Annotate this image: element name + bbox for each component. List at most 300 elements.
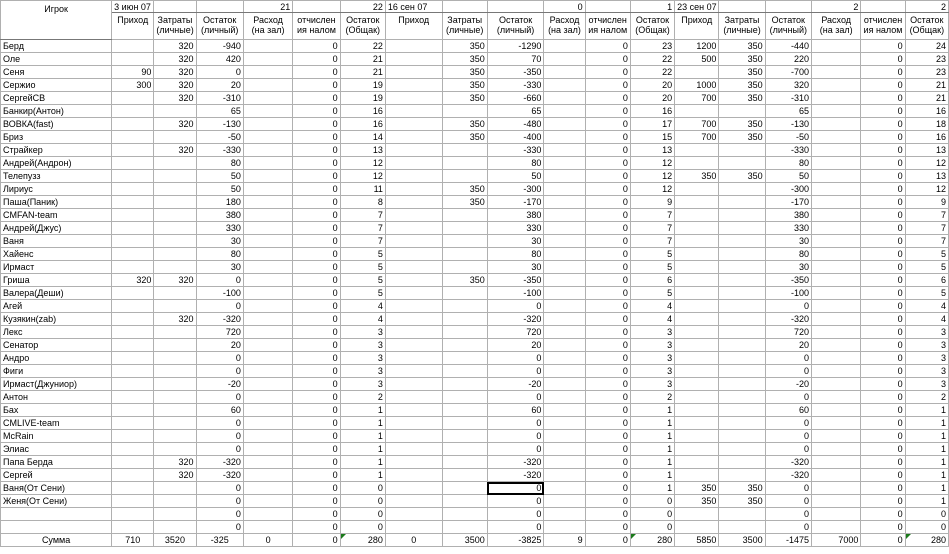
- value-cell[interactable]: 50: [765, 170, 811, 183]
- value-cell[interactable]: 18: [905, 118, 948, 131]
- value-cell[interactable]: [243, 131, 292, 144]
- value-cell[interactable]: 4: [630, 300, 674, 313]
- value-cell[interactable]: 0: [861, 105, 905, 118]
- subheader-cell[interactable]: Остаток (Общак): [340, 13, 385, 40]
- subheader-cell[interactable]: Приход: [385, 13, 442, 40]
- value-cell[interactable]: 7: [340, 222, 385, 235]
- value-cell[interactable]: 20: [196, 339, 243, 352]
- value-cell[interactable]: 330: [196, 222, 243, 235]
- value-cell[interactable]: [243, 287, 292, 300]
- value-cell[interactable]: [675, 339, 719, 352]
- value-cell[interactable]: [385, 105, 442, 118]
- value-cell[interactable]: 4: [905, 300, 948, 313]
- subheader-cell[interactable]: Расход (на зал): [544, 13, 585, 40]
- value-cell[interactable]: [243, 53, 292, 66]
- value-cell[interactable]: [112, 196, 154, 209]
- value-cell[interactable]: 20: [630, 92, 674, 105]
- value-cell[interactable]: 0: [585, 196, 630, 209]
- value-cell[interactable]: [544, 170, 585, 183]
- player-name-cell[interactable]: Ирмаст(Джуниор): [1, 378, 112, 391]
- value-cell[interactable]: 1: [630, 443, 674, 456]
- value-cell[interactable]: 0: [861, 391, 905, 404]
- value-cell[interactable]: 350: [675, 482, 719, 495]
- value-cell[interactable]: 5: [905, 261, 948, 274]
- group-date[interactable]: 16 сен 07: [385, 1, 442, 13]
- value-cell[interactable]: [675, 144, 719, 157]
- value-cell[interactable]: [385, 482, 442, 495]
- value-cell[interactable]: 0: [487, 365, 544, 378]
- value-cell[interactable]: 21: [905, 79, 948, 92]
- value-cell[interactable]: -320: [196, 313, 243, 326]
- value-cell[interactable]: [154, 196, 196, 209]
- value-cell[interactable]: -130: [196, 118, 243, 131]
- value-cell[interactable]: [544, 521, 585, 534]
- value-cell[interactable]: -350: [487, 66, 544, 79]
- value-cell[interactable]: [243, 274, 292, 287]
- value-cell[interactable]: [544, 183, 585, 196]
- value-cell[interactable]: [243, 456, 292, 469]
- value-cell[interactable]: [385, 508, 442, 521]
- value-cell[interactable]: 3: [905, 365, 948, 378]
- value-cell[interactable]: -330: [765, 144, 811, 157]
- value-cell[interactable]: [442, 404, 487, 417]
- value-cell[interactable]: 0: [861, 365, 905, 378]
- value-cell[interactable]: 0: [585, 521, 630, 534]
- value-cell[interactable]: [243, 118, 292, 131]
- value-cell[interactable]: [811, 274, 860, 287]
- value-cell[interactable]: [544, 157, 585, 170]
- value-cell[interactable]: 0: [861, 118, 905, 131]
- value-cell[interactable]: 13: [340, 144, 385, 157]
- value-cell[interactable]: [719, 287, 765, 300]
- value-cell[interactable]: 0: [293, 443, 340, 456]
- value-cell[interactable]: 0: [905, 508, 948, 521]
- value-cell[interactable]: 0: [765, 352, 811, 365]
- value-cell[interactable]: 12: [905, 183, 948, 196]
- subheader-cell[interactable]: Остаток (личный): [487, 13, 544, 40]
- value-cell[interactable]: [544, 248, 585, 261]
- sum-cell[interactable]: 3500: [442, 534, 487, 547]
- value-cell[interactable]: 0: [293, 339, 340, 352]
- value-cell[interactable]: 0: [861, 222, 905, 235]
- value-cell[interactable]: [112, 482, 154, 495]
- value-cell[interactable]: -1290: [487, 40, 544, 53]
- value-cell[interactable]: [544, 482, 585, 495]
- value-cell[interactable]: [811, 248, 860, 261]
- player-name-cell[interactable]: Агей: [1, 300, 112, 313]
- player-name-cell[interactable]: [1, 508, 112, 521]
- value-cell[interactable]: [112, 92, 154, 105]
- value-cell[interactable]: [112, 391, 154, 404]
- value-cell[interactable]: 0: [861, 482, 905, 495]
- value-cell[interactable]: 1: [340, 404, 385, 417]
- value-cell[interactable]: 3: [905, 326, 948, 339]
- value-cell[interactable]: 350: [675, 170, 719, 183]
- value-cell[interactable]: 22: [630, 53, 674, 66]
- value-cell[interactable]: [811, 157, 860, 170]
- value-cell[interactable]: 0: [293, 430, 340, 443]
- value-cell[interactable]: [112, 313, 154, 326]
- value-cell[interactable]: 2: [340, 391, 385, 404]
- value-cell[interactable]: 0: [861, 495, 905, 508]
- value-cell[interactable]: 320: [154, 469, 196, 482]
- value-cell[interactable]: [154, 339, 196, 352]
- value-cell[interactable]: [811, 482, 860, 495]
- value-cell[interactable]: [442, 365, 487, 378]
- player-name-cell[interactable]: Лекс: [1, 326, 112, 339]
- group-ostatok-top[interactable]: 2: [905, 1, 948, 13]
- value-cell[interactable]: 350: [442, 40, 487, 53]
- value-cell[interactable]: 320: [154, 79, 196, 92]
- value-cell[interactable]: -660: [487, 92, 544, 105]
- value-cell[interactable]: 350: [442, 274, 487, 287]
- value-cell[interactable]: [112, 131, 154, 144]
- value-cell[interactable]: [719, 378, 765, 391]
- player-name-cell[interactable]: Оле: [1, 53, 112, 66]
- value-cell[interactable]: 1000: [675, 79, 719, 92]
- value-cell[interactable]: [112, 365, 154, 378]
- value-cell[interactable]: -170: [765, 196, 811, 209]
- player-name-cell[interactable]: Женя(От Сени): [1, 495, 112, 508]
- group-date[interactable]: 23 сен 07: [675, 1, 719, 13]
- value-cell[interactable]: [385, 287, 442, 300]
- player-name-cell[interactable]: Антон: [1, 391, 112, 404]
- value-cell[interactable]: 11: [340, 183, 385, 196]
- value-cell[interactable]: [385, 495, 442, 508]
- value-cell[interactable]: -320: [196, 469, 243, 482]
- value-cell[interactable]: [544, 105, 585, 118]
- value-cell[interactable]: 12: [630, 170, 674, 183]
- value-cell[interactable]: [112, 105, 154, 118]
- value-cell[interactable]: 0: [196, 391, 243, 404]
- value-cell[interactable]: [442, 443, 487, 456]
- subheader-cell[interactable]: Приход: [112, 13, 154, 40]
- value-cell[interactable]: 0: [585, 365, 630, 378]
- value-cell[interactable]: [811, 339, 860, 352]
- player-name-cell[interactable]: Лириус: [1, 183, 112, 196]
- value-cell[interactable]: 16: [340, 105, 385, 118]
- value-cell[interactable]: 0: [585, 248, 630, 261]
- value-cell[interactable]: [243, 183, 292, 196]
- value-cell[interactable]: [675, 508, 719, 521]
- value-cell[interactable]: [675, 313, 719, 326]
- value-cell[interactable]: 5: [630, 261, 674, 274]
- value-cell[interactable]: 320: [154, 66, 196, 79]
- value-cell[interactable]: [811, 40, 860, 53]
- value-cell[interactable]: 20: [196, 79, 243, 92]
- value-cell[interactable]: 350: [719, 482, 765, 495]
- value-cell[interactable]: [112, 261, 154, 274]
- value-cell[interactable]: 0: [487, 352, 544, 365]
- value-cell[interactable]: 2: [630, 391, 674, 404]
- value-cell[interactable]: [811, 183, 860, 196]
- value-cell[interactable]: [112, 248, 154, 261]
- value-cell[interactable]: [675, 300, 719, 313]
- value-cell[interactable]: -330: [196, 144, 243, 157]
- sum-cell[interactable]: -325: [196, 534, 243, 547]
- value-cell[interactable]: 0: [585, 53, 630, 66]
- value-cell[interactable]: [544, 404, 585, 417]
- value-cell[interactable]: 0: [585, 326, 630, 339]
- value-cell[interactable]: 1: [905, 456, 948, 469]
- value-cell[interactable]: [112, 300, 154, 313]
- value-cell[interactable]: 380: [196, 209, 243, 222]
- sum-cell[interactable]: 5850: [675, 534, 719, 547]
- value-cell[interactable]: 320: [154, 274, 196, 287]
- value-cell[interactable]: 0: [585, 430, 630, 443]
- value-cell[interactable]: [385, 404, 442, 417]
- value-cell[interactable]: [544, 430, 585, 443]
- value-cell[interactable]: -330: [487, 144, 544, 157]
- value-cell[interactable]: 350: [442, 79, 487, 92]
- value-cell[interactable]: [675, 157, 719, 170]
- value-cell[interactable]: [243, 92, 292, 105]
- sum-cell[interactable]: 9: [544, 534, 585, 547]
- value-cell[interactable]: [112, 378, 154, 391]
- value-cell[interactable]: [719, 235, 765, 248]
- value-cell[interactable]: 0: [293, 326, 340, 339]
- sum-cell[interactable]: 0: [293, 534, 340, 547]
- value-cell[interactable]: [442, 495, 487, 508]
- value-cell[interactable]: [243, 248, 292, 261]
- value-cell[interactable]: [442, 144, 487, 157]
- value-cell[interactable]: [442, 521, 487, 534]
- player-name-cell[interactable]: Папа Берда: [1, 456, 112, 469]
- subheader-cell[interactable]: отчислен ия налом: [585, 13, 630, 40]
- value-cell[interactable]: 7: [340, 209, 385, 222]
- value-cell[interactable]: [112, 144, 154, 157]
- value-cell[interactable]: [719, 352, 765, 365]
- value-cell[interactable]: [243, 209, 292, 222]
- value-cell[interactable]: 12: [905, 157, 948, 170]
- value-cell[interactable]: [544, 365, 585, 378]
- value-cell[interactable]: [243, 378, 292, 391]
- value-cell[interactable]: -300: [765, 183, 811, 196]
- group-ostatok-top[interactable]: 22: [340, 1, 385, 13]
- value-cell[interactable]: 350: [719, 92, 765, 105]
- value-cell[interactable]: 0: [861, 378, 905, 391]
- value-cell[interactable]: 5: [340, 287, 385, 300]
- value-cell[interactable]: 0: [585, 443, 630, 456]
- value-cell[interactable]: [811, 300, 860, 313]
- value-cell[interactable]: [243, 365, 292, 378]
- value-cell[interactable]: 12: [340, 157, 385, 170]
- value-cell[interactable]: [719, 274, 765, 287]
- value-cell[interactable]: 0: [340, 495, 385, 508]
- value-cell[interactable]: [544, 209, 585, 222]
- value-cell[interactable]: 3: [630, 365, 674, 378]
- value-cell[interactable]: 3: [340, 365, 385, 378]
- value-cell[interactable]: 0: [585, 404, 630, 417]
- value-cell[interactable]: 350: [442, 131, 487, 144]
- value-cell[interactable]: [811, 92, 860, 105]
- value-cell[interactable]: 7: [905, 235, 948, 248]
- value-cell[interactable]: [675, 287, 719, 300]
- value-cell[interactable]: [385, 92, 442, 105]
- value-cell[interactable]: 720: [196, 326, 243, 339]
- value-cell[interactable]: [811, 508, 860, 521]
- player-name-cell[interactable]: ВОВКА(fast): [1, 118, 112, 131]
- value-cell[interactable]: 0: [861, 261, 905, 274]
- value-cell[interactable]: 0: [585, 79, 630, 92]
- value-cell[interactable]: -20: [765, 378, 811, 391]
- value-cell[interactable]: 0: [196, 365, 243, 378]
- player-name-cell[interactable]: Гриша: [1, 274, 112, 287]
- value-cell[interactable]: 0: [585, 105, 630, 118]
- value-cell[interactable]: 1: [630, 430, 674, 443]
- value-cell[interactable]: [154, 287, 196, 300]
- value-cell[interactable]: 0: [293, 92, 340, 105]
- value-cell[interactable]: -320: [765, 313, 811, 326]
- value-cell[interactable]: 1: [905, 469, 948, 482]
- value-cell[interactable]: 23: [630, 40, 674, 53]
- value-cell[interactable]: [385, 391, 442, 404]
- value-cell[interactable]: 0: [293, 261, 340, 274]
- value-cell[interactable]: 1: [630, 456, 674, 469]
- value-cell[interactable]: 5: [340, 261, 385, 274]
- value-cell[interactable]: [544, 469, 585, 482]
- value-cell[interactable]: 0: [585, 417, 630, 430]
- value-cell[interactable]: [719, 391, 765, 404]
- value-cell[interactable]: [112, 170, 154, 183]
- value-cell[interactable]: [719, 222, 765, 235]
- value-cell[interactable]: 0: [765, 443, 811, 456]
- value-cell[interactable]: [442, 469, 487, 482]
- value-cell[interactable]: 0: [861, 469, 905, 482]
- value-cell[interactable]: -940: [196, 40, 243, 53]
- value-cell[interactable]: [811, 261, 860, 274]
- sum-cell[interactable]: 0: [861, 534, 905, 547]
- value-cell[interactable]: 0: [585, 144, 630, 157]
- value-cell[interactable]: -700: [765, 66, 811, 79]
- player-name-cell[interactable]: Паша(Паник): [1, 196, 112, 209]
- value-cell[interactable]: [675, 196, 719, 209]
- value-cell[interactable]: 350: [719, 131, 765, 144]
- value-cell[interactable]: [719, 326, 765, 339]
- value-cell[interactable]: 3: [905, 378, 948, 391]
- value-cell[interactable]: [811, 209, 860, 222]
- sum-cell[interactable]: 0: [243, 534, 292, 547]
- value-cell[interactable]: [675, 105, 719, 118]
- value-cell[interactable]: [154, 508, 196, 521]
- value-cell[interactable]: [154, 183, 196, 196]
- value-cell[interactable]: 0: [861, 92, 905, 105]
- sum-cell[interactable]: 0: [585, 534, 630, 547]
- player-name-cell[interactable]: Сержио: [1, 79, 112, 92]
- value-cell[interactable]: 350: [442, 196, 487, 209]
- value-cell[interactable]: 0: [293, 131, 340, 144]
- value-cell[interactable]: 350: [719, 40, 765, 53]
- value-cell[interactable]: 0: [293, 300, 340, 313]
- value-cell[interactable]: [675, 66, 719, 79]
- group-rashod-top[interactable]: 0: [544, 1, 585, 13]
- value-cell[interactable]: [544, 378, 585, 391]
- value-cell[interactable]: [243, 443, 292, 456]
- value-cell[interactable]: 3: [630, 378, 674, 391]
- value-cell[interactable]: [243, 508, 292, 521]
- value-cell[interactable]: 5: [905, 287, 948, 300]
- value-cell[interactable]: -100: [196, 287, 243, 300]
- value-cell[interactable]: [112, 456, 154, 469]
- value-cell[interactable]: 7: [630, 235, 674, 248]
- value-cell[interactable]: -320: [196, 456, 243, 469]
- value-cell[interactable]: [243, 482, 292, 495]
- player-column-header[interactable]: Игрок: [1, 1, 112, 40]
- value-cell[interactable]: 0: [765, 300, 811, 313]
- subheader-cell[interactable]: Приход: [675, 13, 719, 40]
- value-cell[interactable]: -320: [487, 469, 544, 482]
- value-cell[interactable]: 0: [293, 482, 340, 495]
- value-cell[interactable]: [719, 196, 765, 209]
- value-cell[interactable]: 720: [487, 326, 544, 339]
- value-cell[interactable]: 0: [585, 495, 630, 508]
- value-cell[interactable]: 0: [861, 196, 905, 209]
- player-name-cell[interactable]: Сергей: [1, 469, 112, 482]
- value-cell[interactable]: [544, 339, 585, 352]
- value-cell[interactable]: -20: [196, 378, 243, 391]
- value-cell[interactable]: 0: [861, 287, 905, 300]
- value-cell[interactable]: 7: [905, 222, 948, 235]
- value-cell[interactable]: [442, 105, 487, 118]
- value-cell[interactable]: [154, 261, 196, 274]
- value-cell[interactable]: 22: [630, 66, 674, 79]
- value-cell[interactable]: 1: [630, 417, 674, 430]
- value-cell[interactable]: 320: [154, 53, 196, 66]
- value-cell[interactable]: [385, 261, 442, 274]
- value-cell[interactable]: [544, 274, 585, 287]
- value-cell[interactable]: [719, 300, 765, 313]
- value-cell[interactable]: 0: [487, 495, 544, 508]
- value-cell[interactable]: 5: [340, 274, 385, 287]
- value-cell[interactable]: [385, 131, 442, 144]
- value-cell[interactable]: [385, 40, 442, 53]
- player-name-cell[interactable]: CMFAN-team: [1, 209, 112, 222]
- value-cell[interactable]: [442, 482, 487, 495]
- value-cell[interactable]: 0: [293, 105, 340, 118]
- value-cell[interactable]: 0: [861, 417, 905, 430]
- value-cell[interactable]: 9: [630, 196, 674, 209]
- value-cell[interactable]: 21: [340, 53, 385, 66]
- value-cell[interactable]: [243, 222, 292, 235]
- value-cell[interactable]: [442, 508, 487, 521]
- value-cell[interactable]: 50: [487, 170, 544, 183]
- subheader-cell[interactable]: Затраты (личные): [442, 13, 487, 40]
- value-cell[interactable]: [442, 378, 487, 391]
- value-cell[interactable]: -20: [487, 378, 544, 391]
- value-cell[interactable]: [544, 352, 585, 365]
- value-cell[interactable]: [154, 443, 196, 456]
- value-cell[interactable]: 0: [861, 157, 905, 170]
- player-name-cell[interactable]: Ваня: [1, 235, 112, 248]
- value-cell[interactable]: 19: [340, 92, 385, 105]
- value-cell[interactable]: [544, 391, 585, 404]
- value-cell[interactable]: 380: [765, 209, 811, 222]
- value-cell[interactable]: [719, 339, 765, 352]
- group-ostatok-top[interactable]: 1: [630, 1, 674, 13]
- value-cell[interactable]: 0: [861, 443, 905, 456]
- value-cell[interactable]: [385, 248, 442, 261]
- value-cell[interactable]: 2: [905, 391, 948, 404]
- value-cell[interactable]: [112, 352, 154, 365]
- value-cell[interactable]: 3: [905, 339, 948, 352]
- value-cell[interactable]: [442, 352, 487, 365]
- value-cell[interactable]: 0: [861, 352, 905, 365]
- player-name-cell[interactable]: Андрей(Джус): [1, 222, 112, 235]
- player-name-cell[interactable]: Сенатор: [1, 339, 112, 352]
- value-cell[interactable]: [154, 430, 196, 443]
- value-cell[interactable]: 0: [630, 521, 674, 534]
- value-cell[interactable]: 30: [765, 235, 811, 248]
